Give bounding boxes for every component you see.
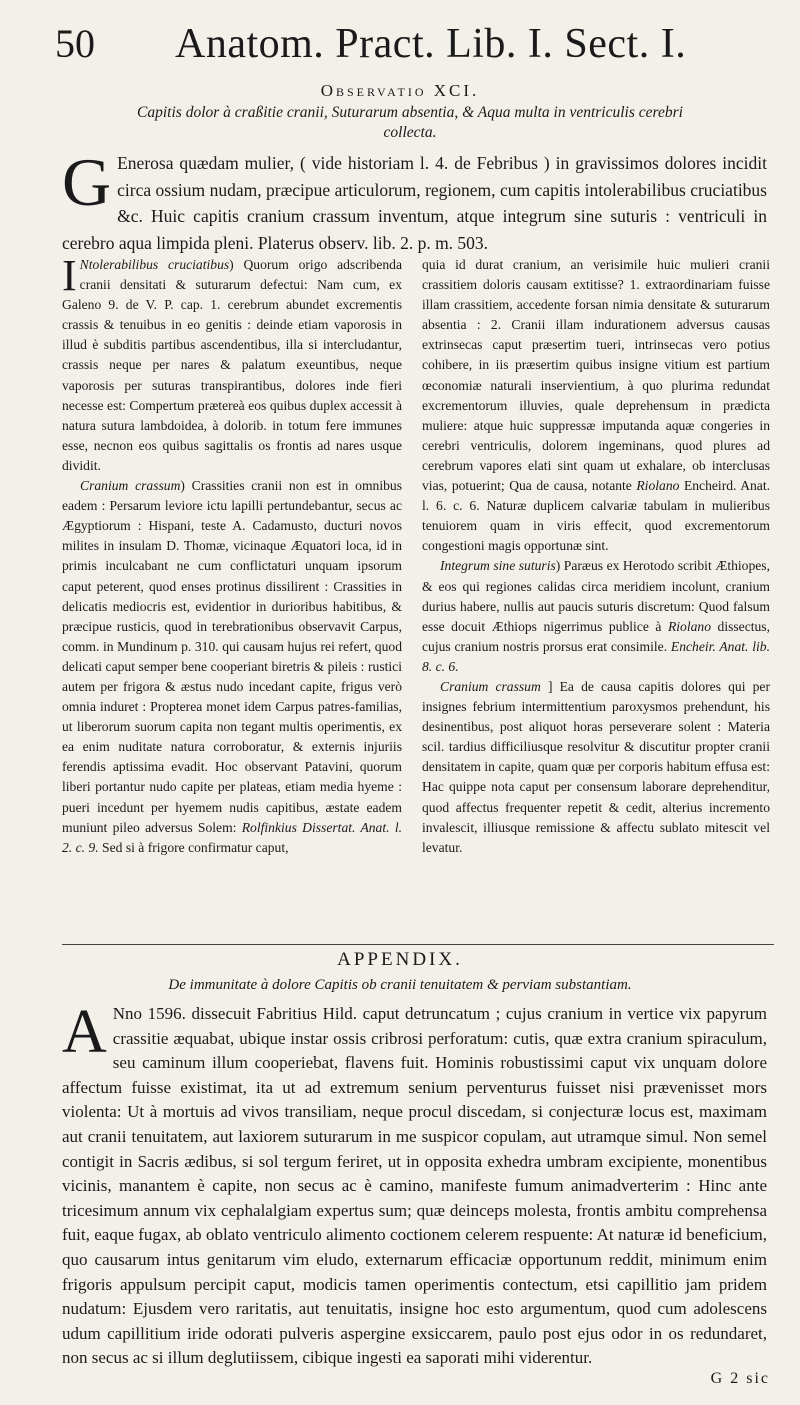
paragraph-text: Encheird. Anat. l. 6. c. 6. Naturæ duplicem calvariæ tabulam in mulieribus tenuiorem quam in viris effecit, quod excrementorum congestioni magis opportunæ sint. (422, 478, 771, 554)
lemma: Ntolerabilibus cruciatibus (79, 257, 230, 272)
appendix-body (62, 998, 767, 1371)
lemma: Integrum sine suturis (440, 558, 556, 574)
observation-intro (62, 144, 767, 256)
commentary-paragraph (62, 251, 402, 476)
page-number: 50 (55, 21, 95, 66)
paragraph-text: ] Ea de causa capitis dolores qui per insignes febrium intermittentium paroxysmos prehendunt, his desinentibus, post aliquot horas perseverare solent : Materia scil. tardius difficiliusque resolvitur & discutitur propter cranii densitatem in capite, quam quæ per corporis habitum effusa est: Hac quippe nota caput per consensum laborare deprehenditur, quod affectus frequenter repetit & cedit, alterius incremento invalescit, illiusque remissione & affectu sublato mitescit vel levatur. (422, 678, 770, 855)
appendix-text: Nno 1596. dissecuit Fabritius Hild. caput detruncatum ; cujus cranium in vertice vix papyrum crassitie æquabat, ubique instar ossis cribrosi perforatum: cutis, quæ extra cranium spiraculum, seu caminum illum cooperiebat, flavens fuit. Hominis robustissimi caput vix unquam dolore affectum fuisse existimat, ita ut ad extremum senium perventurus fuisset nisi prævenisset mors violenta: Ut à mortuis ad vivos transiliam, neque procul discedam, si conjecturæ locus est, maximam aut cranii tenuitatem, aut laxiorem suturarum in me suspicor copulam, aut utramque simul. Non semel contigit in Sacris ædibus, si sol tergum feriret, ut in opposita exhedra umbram excipiente, monentibus vicinis, manantem è capite, non secus ac è camino, manifeste fumum animadverterim : Hinc ante tricesimum annum vix cephalalgiam expertus sum; quæ deinceps molesta, frontis ambitu comprehensa fuit, eaque fugax, ab oblato ventriculo alimento coctionem celerem respuente: At naturæ id beneficium, quo causarum intus genitarum vim eludo, externarum efficaciæ opportunum reddit, minimum enim frigoris appulsum percipit caput, modicis tamen operimentis contectum, etsi capillitio jam pridem nudatum: Ejusdem vero raritatis, aut tenuitatis, insigne hoc esto argumentum, quod cum adolescens udum capillitium iride odorati pulveris aspergine exsiccarem, paulo post ejus odor in os redundaret, non secus ac si illum deglutiissem, cibique ingesti ea saporati mihi viderentur. (62, 1004, 767, 1368)
commentary-paragraph (422, 255, 770, 556)
intro-text: Enerosa quædam mulier, ( vide historiam l. 4. de Febribus ) in gravissimos dolores incidit circa ossium nudam, præcipue articulorum, regionem, cum capitis intolerabilibus cruciatibus &c. Huic capitis cranium crassum inventum, atque integrum sine suturis : ventriculi in cerebro aqua limpida pleni. Platerus observ. lib. 2. p. m. 503. (62, 153, 767, 253)
paragraph-text: ) Crassities cranii non est in omnibus eadem : Persarum leviore ictu lapilli pertundebantur, secus ac Ægyptiorum : Hispani, teste A. Cadamusto, ducturi novos milites in insulam D. Thomæ, vicinaque Æquatori loca, id in primis inculcabant ne cum conflictaturi unquam ipsorum caput peterent, quod enses protinus dissilirent : Crassities in delicatis mediocris est, evidentior in durioribus habitibus, & præcipue rusticis, quod in terebrationibus observavit Carpus, comm. in Mundinum p. 310. qui causam hujus rei refert, quod delicati caput semper bene cooperiant biretris & pileis : rustici autem per frigora & æstus nudo incedant capite, frigus verò omnia induret : Propterea monet idem Carpus patres-familias, ut liberorum suorum capita non tegant multis operimentis, ex ea enim nuditate natura corroboratur, & externis injuriis ferendis aptissima evadit. Hoc observant Patavini, quorum liberi portantur nudo capite per plateas, etiam media hyeme : pueri incedunt per hyemem nudis capitibus, æstate eadem muniunt pileo adversus Solem: (62, 478, 402, 835)
intro-dropcap: G (62, 144, 112, 220)
right-column (422, 255, 770, 858)
section-divider (62, 944, 774, 945)
citation: Encheir. Anat. lib. 8. c. 6. (422, 638, 770, 674)
appendix-dropcap: A (62, 998, 107, 1066)
observation-title: Observatio XCI. (320, 81, 480, 100)
author-name: Riolano (636, 478, 680, 494)
commentary-columns (62, 251, 774, 945)
paragraph-text: Sed si à frigore confirmatur caput, (102, 839, 289, 855)
signature-mark: G 2 sic (710, 1370, 770, 1387)
running-title: Anatom. Pract. Lib. I. Sect. I. (175, 21, 687, 67)
appendix-subtitle: De immunitate à dolore Capitis ob cranii tenuitatem & perviam substantiam. (168, 977, 632, 993)
lemma: Cranium crassum (80, 478, 181, 494)
lemma: Cranium crassum (440, 678, 541, 694)
left-column (62, 251, 402, 858)
paragraph-text: quia id durat cranium, an verisimile huic mulieri cranii crassitiem doloris causam extitisse? 1. extraordinariam fuisse illam crassitiem, accedente forsan nimia densitate & suturarum absentia : 2. Cranii illam indurationem adversus causas extrinsecas caput præsertim tueri, intrinsecas vero potius cohibere, in iis præsertim quibus insigne vitium est partium œconomiæ naturali inservientium, à quo plurima redundat excrementorum illuvies, quale deprehensum in prædicta muliere: atque huic suppressæ imputanda aquæ congeries in cerebri ventriculis, dolorem ingeminans, quod plures ad cerebrum vapores elati sint quam ut exhalare, ob interclusas vias, potuerint; Qua de causa, notante (422, 257, 770, 494)
page-header (55, 18, 775, 73)
paragraph-dropcap: I (62, 251, 77, 300)
appendix-title: APPENDIX. (337, 949, 463, 970)
commentary-paragraph (422, 556, 770, 677)
observation-subtitle: Capitis dolor à craßitie cranii, Suturarum absentia, & Aqua multa in ventriculis cerebri collecta. (137, 104, 683, 141)
paragraph-text: ) Paræus ex Herotodo scribit Æthiopes, & eos qui regiones calidas circa meridiem incolunt, cranium durius habere, nullis aut paucis suturis discretum: Quod falsum esse docuit Æthiops nigerrimus publice à (422, 558, 770, 634)
commentary-paragraph (422, 677, 770, 858)
author-name: Riolano (667, 618, 711, 634)
paragraph-text: ) Quorum origo adscribenda cranii densitati & suturarum defectui: Nam cum, ex Galeno 9. de V. P. cap. 1. cerebrum abundet excrementis crassis & tenuibus in eo genitis : deinde etiam vaporosis in illud è subditis partibus ascendentibus, illa si intercludantur, crassis neque per nares & palatum exeuntibus, neque vaporosis per suturas transpirantibus, dolores inde fieri necesse est: Compertum prætereà eos quibus duplex accessit à natura sutura lambdoidea, à dolorib. in totum fere immunes esse, necnon eos quibus sagittalis os frontis ad nares usque dividit. (62, 257, 402, 473)
citation: Rolfinkius Dissertat. Anat. l. 2. c. 9. (62, 819, 402, 855)
commentary-paragraph (62, 476, 402, 858)
paragraph-text: dissectus, cujus cranium nostris prorsus erat consimile. (422, 618, 770, 654)
